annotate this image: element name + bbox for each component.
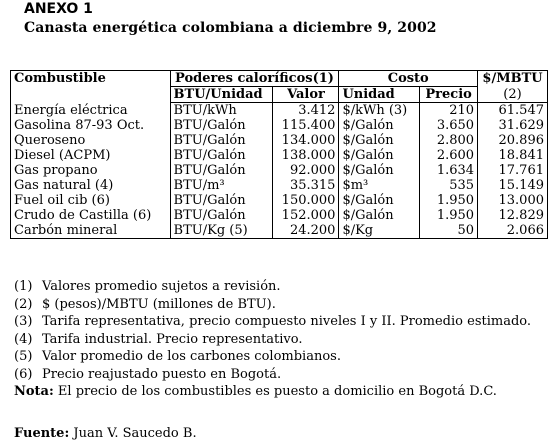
nota bbox=[14, 383, 531, 401]
footnote-number: (4) bbox=[14, 331, 33, 347]
cell-valor: 150.000 bbox=[273, 193, 339, 208]
cell-precio: 2.800 bbox=[420, 133, 478, 148]
footnote bbox=[14, 296, 531, 314]
table-row bbox=[11, 103, 548, 119]
cell-btu-unidad: BTU/Galón bbox=[170, 148, 273, 163]
cell-precio: 1.634 bbox=[420, 163, 478, 178]
cell-unidad: $/Galón bbox=[339, 163, 420, 178]
cell-mbtu: 15.149 bbox=[478, 178, 548, 193]
header-poderes-caloricos: Poderes caloríficos(1) bbox=[170, 71, 339, 87]
cell-btu-unidad: BTU/kWh bbox=[170, 103, 273, 119]
cell-unidad: $/Galón bbox=[339, 148, 420, 163]
cell-btu-unidad: BTU/m³ bbox=[170, 178, 273, 193]
table-row bbox=[11, 178, 548, 193]
footnote bbox=[14, 366, 531, 384]
cell-unidad: $/Kg bbox=[339, 223, 420, 239]
footnote bbox=[14, 278, 531, 296]
cell-combustible: Energía eléctrica bbox=[11, 103, 171, 119]
footnote-text: $ (pesos)/MBTU (millones de BTU). bbox=[42, 296, 276, 312]
subheader-unidad: Unidad bbox=[339, 87, 420, 103]
footnote-text: Valor promedio de los carbones colombianos. bbox=[42, 349, 341, 364]
table-row bbox=[11, 133, 548, 148]
cell-unidad: $m³ bbox=[339, 178, 420, 193]
cell-combustible: Fuel oil cib (6) bbox=[11, 193, 171, 208]
cell-valor: 115.400 bbox=[273, 118, 339, 133]
footnote-text: Valores promedio sujetos a revisión. bbox=[42, 279, 281, 294]
cell-precio: 1.950 bbox=[420, 193, 478, 208]
footnote bbox=[14, 348, 531, 366]
cell-valor: 24.200 bbox=[273, 223, 339, 239]
cell-precio: 535 bbox=[420, 178, 478, 193]
cell-mbtu: 13.000 bbox=[478, 193, 548, 208]
cell-mbtu: 31.629 bbox=[478, 118, 548, 133]
cell-valor: 3.412 bbox=[273, 103, 339, 119]
cell-precio: 1.950 bbox=[420, 208, 478, 223]
cell-unidad: $/Galón bbox=[339, 118, 420, 133]
source-label: Fuente: bbox=[14, 426, 70, 441]
cell-combustible: Gas natural (4) bbox=[11, 178, 171, 193]
footnote-number: (5) bbox=[14, 349, 33, 364]
annex-label: ANEXO 1 bbox=[24, 1, 93, 17]
cell-mbtu: 17.761 bbox=[478, 163, 548, 178]
header-costo: Costo bbox=[339, 71, 478, 87]
cell-combustible: Diesel (ACPM) bbox=[11, 148, 171, 163]
cell-combustible: Gas propano bbox=[11, 163, 171, 178]
cell-btu-unidad: BTU/Kg (5) bbox=[170, 223, 273, 239]
cell-precio: 3.650 bbox=[420, 118, 478, 133]
table-row bbox=[11, 118, 548, 133]
cell-valor: 152.000 bbox=[273, 208, 339, 223]
footnote-number: (2) bbox=[14, 296, 33, 312]
cell-valor: 134.000 bbox=[273, 133, 339, 148]
energy-basket-table bbox=[10, 70, 548, 239]
cell-btu-unidad: BTU/Galón bbox=[170, 208, 273, 223]
cell-combustible: Carbón mineral bbox=[11, 223, 171, 239]
cell-mbtu: 12.829 bbox=[478, 208, 548, 223]
source-line bbox=[14, 426, 197, 441]
footnote-text: Tarifa industrial. Precio representativo. bbox=[42, 331, 303, 347]
cell-precio: 210 bbox=[420, 103, 478, 119]
footnote-number: (3) bbox=[14, 314, 33, 329]
footnote-text: Precio reajustado puesto en Bogotá. bbox=[42, 366, 282, 382]
footnote-number: (1) bbox=[14, 279, 33, 294]
cell-valor: 35.315 bbox=[273, 178, 339, 193]
header-combustible: Combustible bbox=[11, 71, 171, 103]
table-row bbox=[11, 163, 548, 178]
subheader-precio: Precio bbox=[420, 87, 478, 103]
cell-mbtu: 20.896 bbox=[478, 133, 548, 148]
cell-precio: 50 bbox=[420, 223, 478, 239]
nota-label: Nota: bbox=[14, 384, 54, 399]
cell-btu-unidad: BTU/Galón bbox=[170, 163, 273, 178]
cell-unidad: $/Galón bbox=[339, 133, 420, 148]
cell-unidad: $/Galón bbox=[339, 193, 420, 208]
table-row bbox=[11, 208, 548, 223]
cell-btu-unidad: BTU/Galón bbox=[170, 193, 273, 208]
subheader-valor: Valor bbox=[273, 87, 339, 103]
cell-precio: 2.600 bbox=[420, 148, 478, 163]
cell-mbtu: 2.066 bbox=[478, 223, 548, 239]
footnote-number: (6) bbox=[14, 366, 33, 382]
cell-valor: 138.000 bbox=[273, 148, 339, 163]
cell-unidad: $/Galón bbox=[339, 208, 420, 223]
cell-valor: 92.000 bbox=[273, 163, 339, 178]
footnote-text: Tarifa representativa, precio compuesto niveles I y II. Promedio estimado. bbox=[42, 314, 531, 329]
footnote bbox=[14, 313, 531, 331]
footnote bbox=[14, 331, 531, 349]
cell-combustible: Gasolina 87-93 Oct. bbox=[11, 118, 171, 133]
cell-mbtu: 61.547 bbox=[478, 103, 548, 119]
footnotes bbox=[14, 278, 531, 401]
cell-combustible: Queroseno bbox=[11, 133, 171, 148]
cell-unidad: $/kWh (3) bbox=[339, 103, 420, 119]
document-title: Canasta energética colombiana a diciembre 9, 2002 bbox=[24, 20, 437, 36]
subheader-mbtu-note: (2) bbox=[478, 87, 548, 103]
cell-btu-unidad: BTU/Galón bbox=[170, 133, 273, 148]
subheader-btu-unidad: BTU/Unidad bbox=[170, 87, 273, 103]
table-row bbox=[11, 193, 548, 208]
header-mbtu: $/MBTU bbox=[478, 71, 548, 87]
cell-btu-unidad: BTU/Galón bbox=[170, 118, 273, 133]
cell-mbtu: 18.841 bbox=[478, 148, 548, 163]
nota-text: El precio de los combustibles es puesto a domicilio en Bogotá D.C. bbox=[57, 384, 497, 399]
table-row bbox=[11, 223, 548, 239]
table-row bbox=[11, 148, 548, 163]
cell-combustible: Crudo de Castilla (6) bbox=[11, 208, 171, 223]
source-text: Juan V. Saucedo B. bbox=[73, 426, 197, 441]
